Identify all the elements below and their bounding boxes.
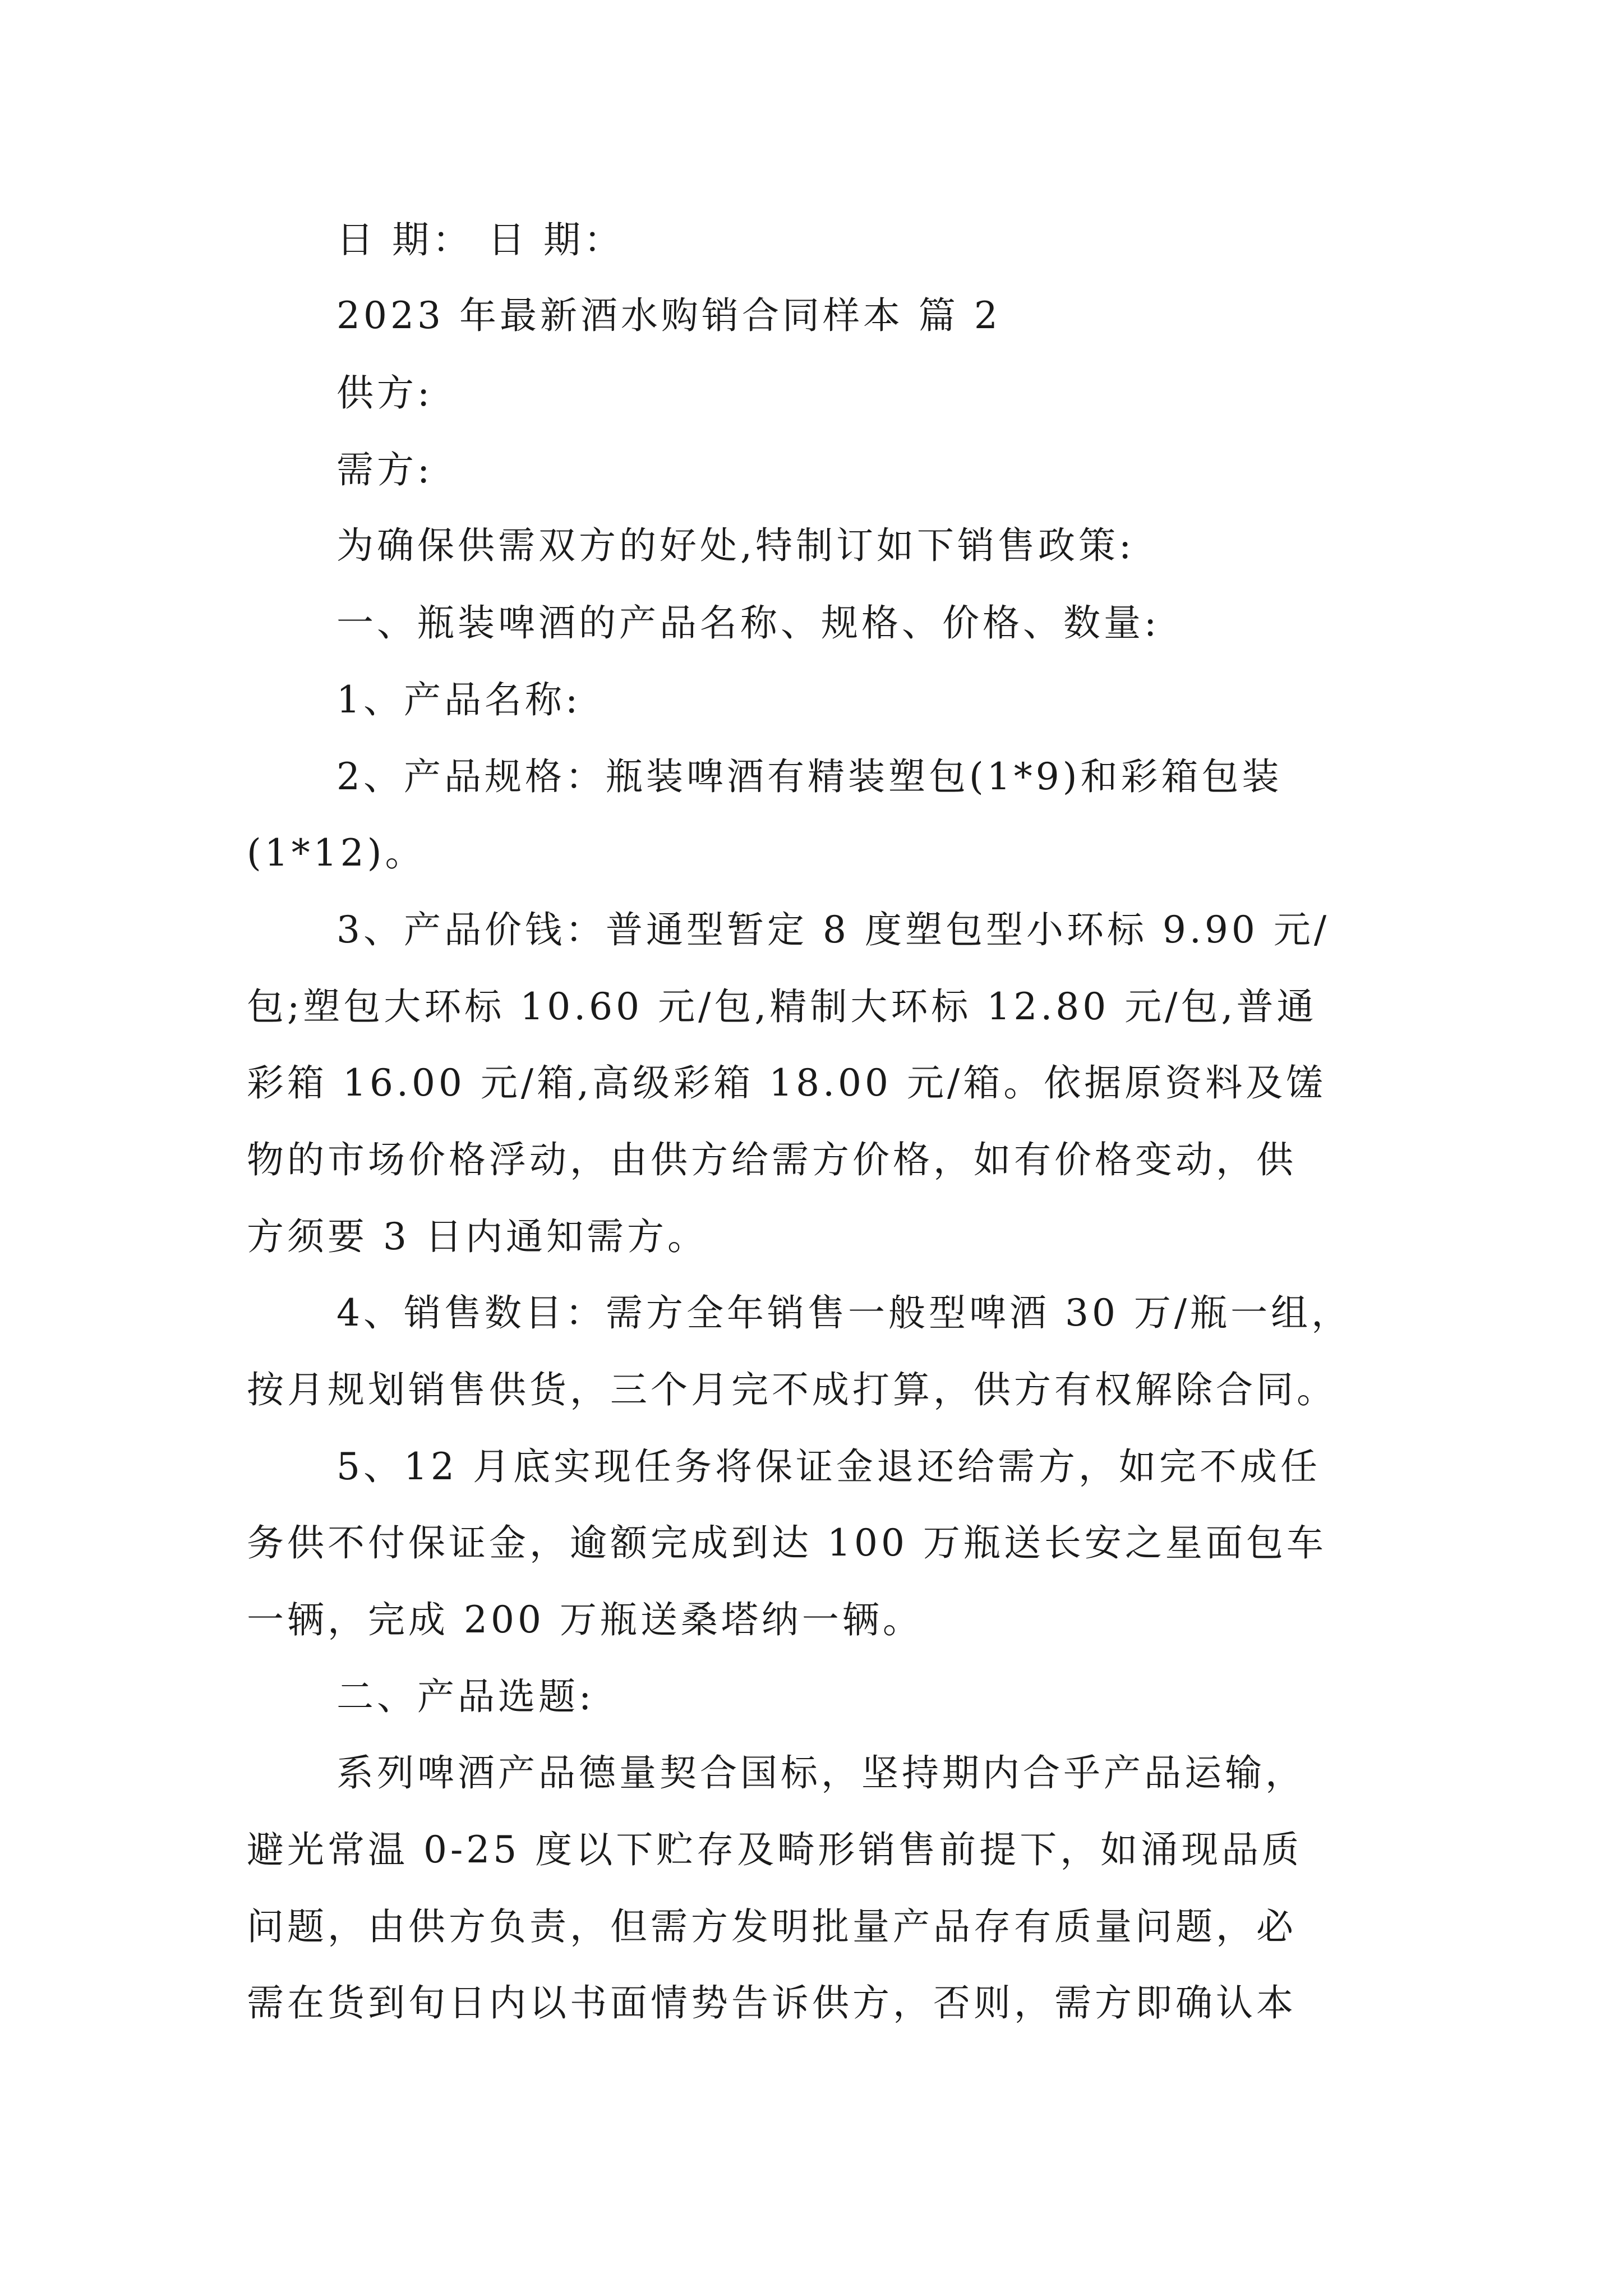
item-3-line-1: 3、产品价钱：普通型暂定 8 度塑包型小环标 9.90 元/ [336,908,1330,951]
buyer-label: 需方: [336,448,434,491]
item-1: 1、产品名称: [336,678,582,721]
quality-line-4: 需在货到旬日内以书面情势告诉供方，否则，需方即确认本 [247,1981,1297,2024]
item-2-line-2: (1*12)。 [247,831,426,875]
supplier-label: 供方: [336,371,434,415]
item-4-line-2: 按月规划销售供货，三个月完不成打算，供方有权解除合同。 [247,1368,1337,1411]
heading-2: 二、产品选题: [336,1675,595,1718]
item-3-line-3: 彩箱 16.00 元/箱,高级彩箱 18.00 元/箱。依据原资料及馐 [247,1061,1327,1105]
section-title: 2023 年最新酒水购销合同样本 篇 2 [336,294,1001,337]
item-5-line-3: 一辆，完成 200 万瓶送桑塔纳一辆。 [247,1598,923,1641]
item-2-line-1: 2、产品规格：瓶装啤酒有精装塑包(1*9)和彩箱包装 [336,755,1283,798]
item-5-line-2: 务供不付保证金，逾额完成到达 100 万瓶送长安之星面包车 [247,1521,1327,1565]
heading-1: 一、瓶装啤酒的产品名称、规格、价格、数量: [336,601,1160,645]
item-3-line-2: 包;塑包大环标 10.60 元/包,精制大环标 12.80 元/包,普通 [247,985,1317,1028]
date-line: 日 期： 日 期： [336,218,624,261]
quality-line-1: 系列啤酒产品德量契合国标，坚持期内合乎产品运输， [336,1751,1306,1795]
quality-line-3: 问题，由供方负责，但需方发明批量产品存有质量问题，必 [247,1905,1297,1948]
item-3-line-5: 方须要 3 日内通知需方。 [247,1215,708,1258]
item-4-line-1: 4、销售数目：需方全年销售一般型啤酒 30 万/瓶一组， [336,1291,1352,1335]
intro-paragraph: 为确保供需双方的好处,特制订如下销售政策: [336,524,1135,567]
item-5-line-1: 5、12 月底实现任务将保证金退还给需方，如完不成任 [336,1445,1321,1488]
quality-line-2: 避光常温 0-25 度以下贮存及畸形销售前提下，如涌现品质 [247,1828,1303,1871]
item-3-line-4: 物的市场价格浮动，由供方给需方价格，如有价格变动，供 [247,1138,1297,1181]
